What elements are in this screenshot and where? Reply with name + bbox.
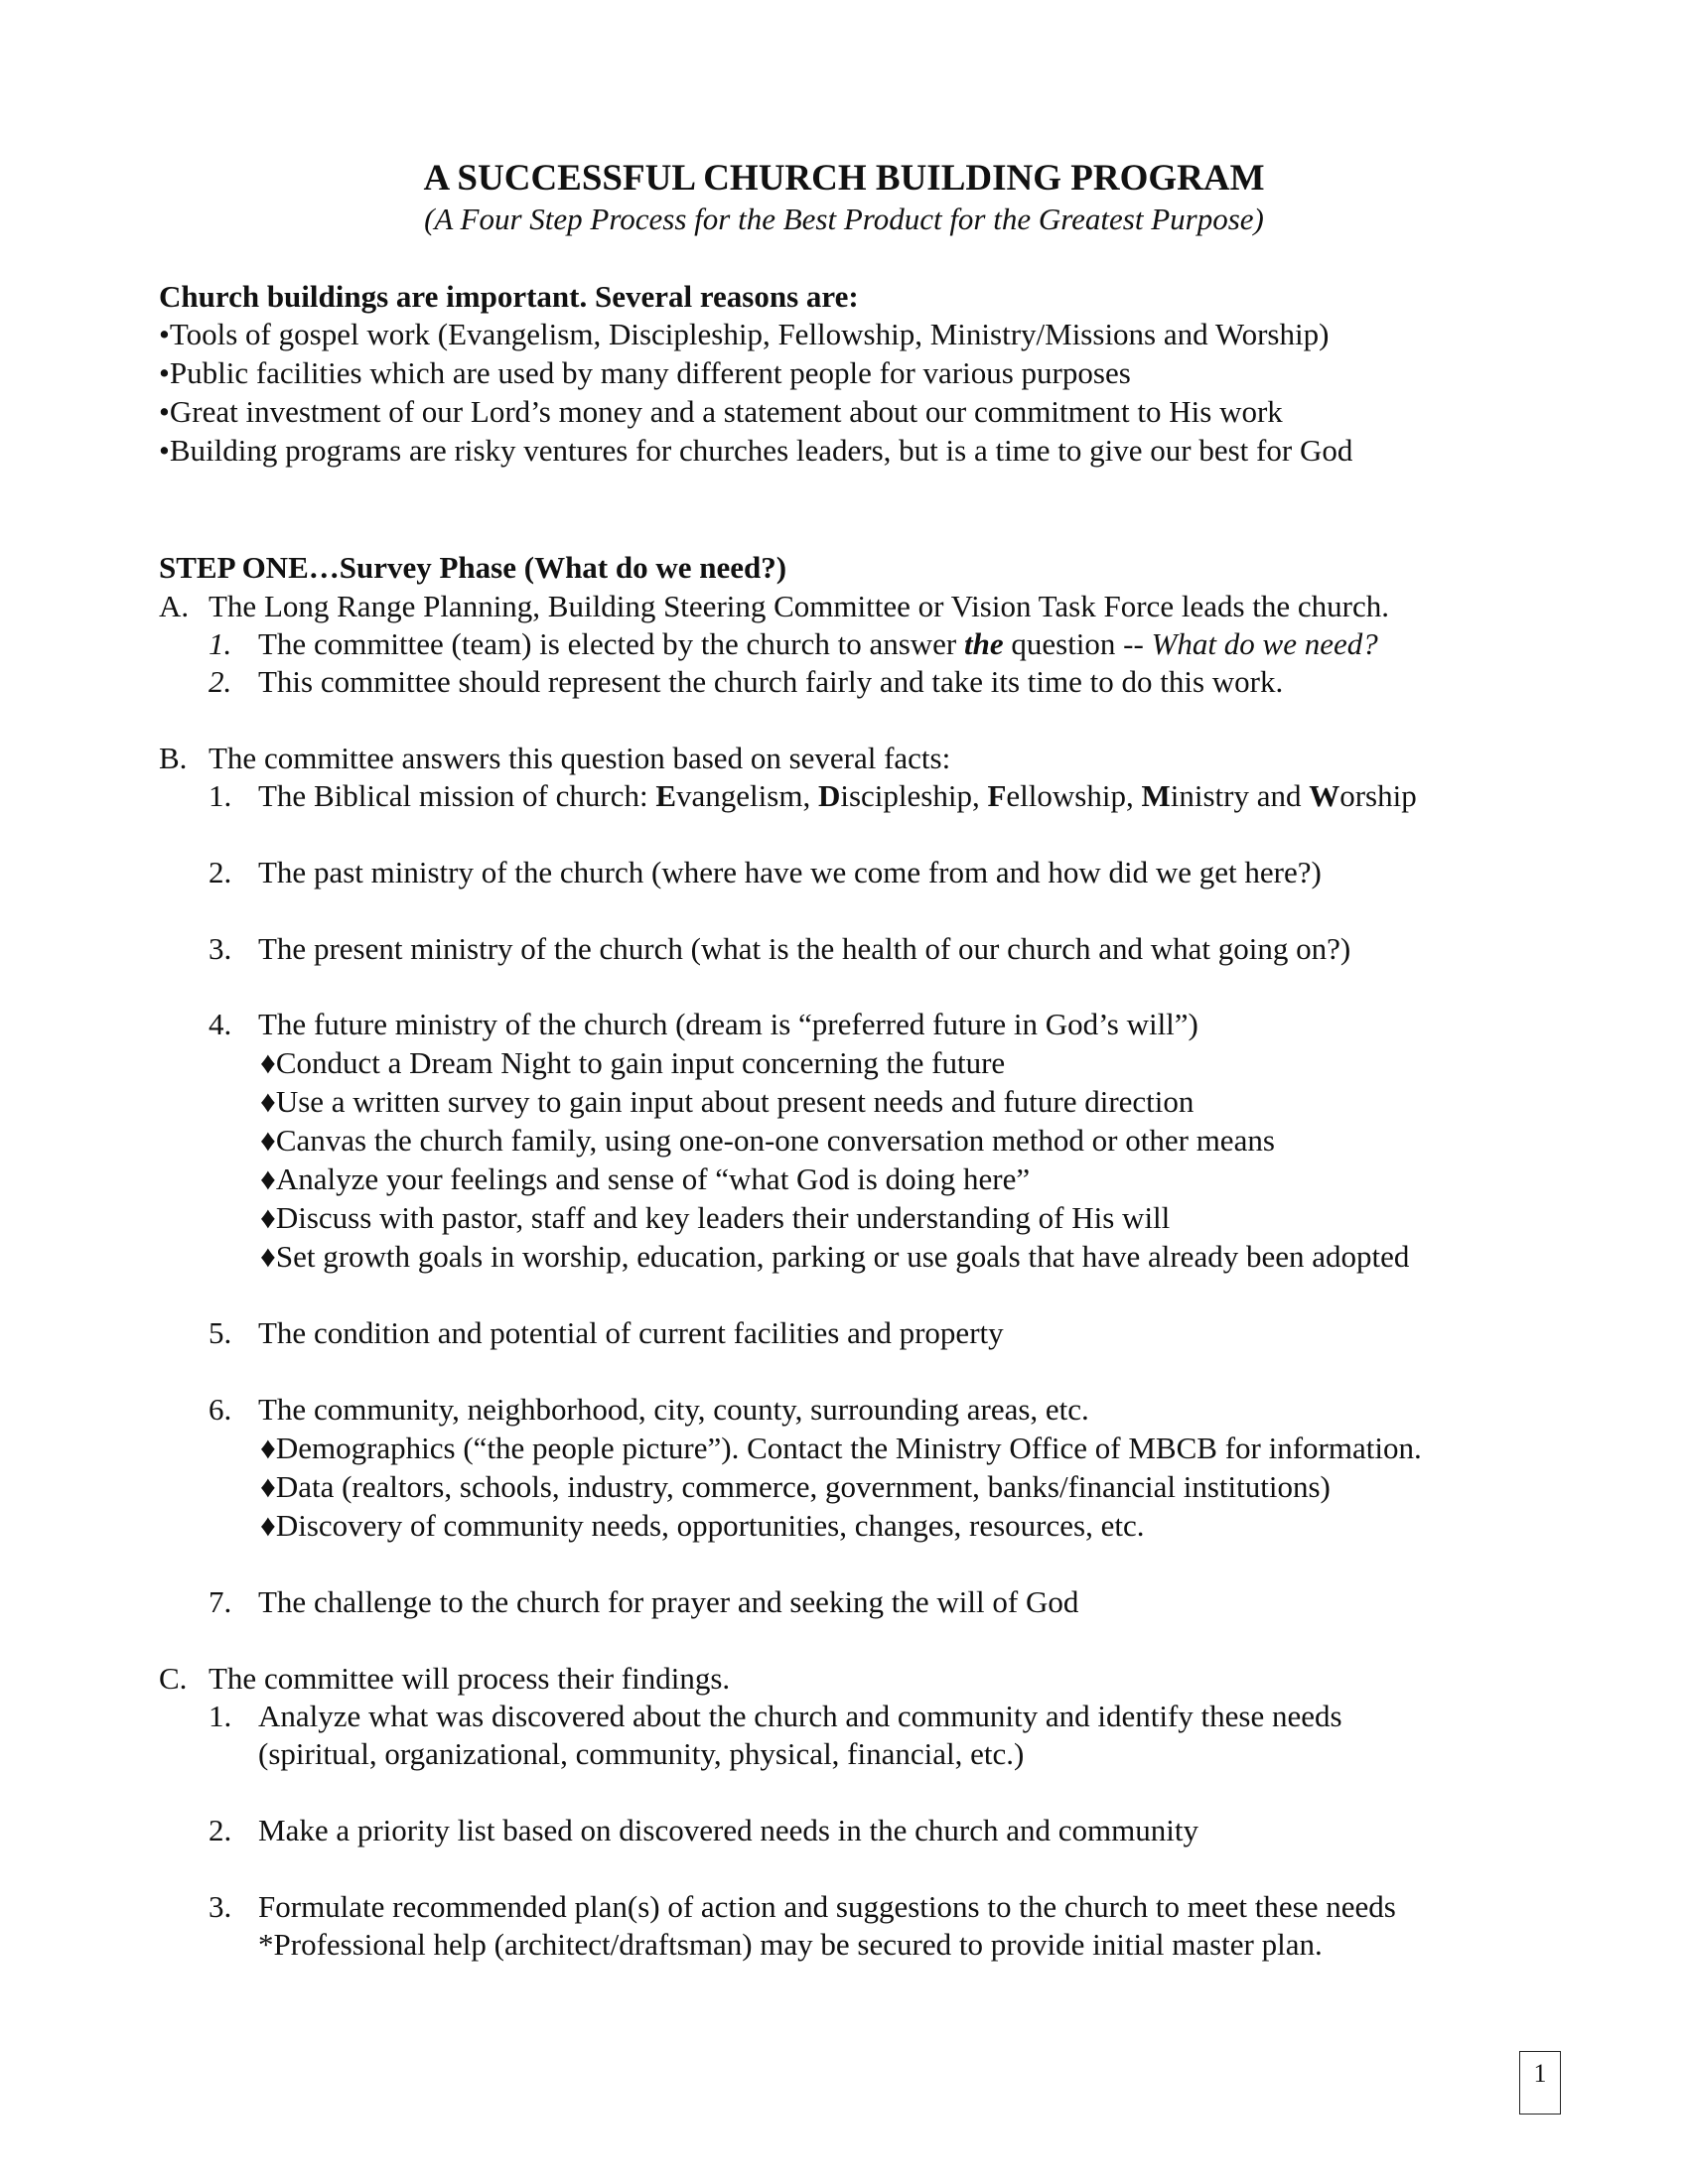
diamond-icon: ♦ (260, 1161, 276, 1196)
sub-bullet: ♦Discuss with pastor, staff and key leaders their understanding of His will (260, 1200, 1171, 1235)
item-number: 4. (209, 1007, 232, 1041)
intro-bullet: •Tools of gospel work (Evangelism, Discipleship, Fellowship, Ministry/Missions and Worship) (159, 317, 1330, 351)
item-number: 2. (209, 855, 232, 889)
sub-bullet: ♦Canvas the church family, using one-on-one conversation method or other means (260, 1123, 1275, 1158)
section-c-item-1-line-1: Analyze what was discovered about the church and community and identify these needs (258, 1699, 1342, 1733)
section-a-text: The Long Range Planning, Building Steering Committee or Vision Task Force leads the church. (209, 589, 1389, 623)
item-number: 6. (209, 1392, 232, 1427)
item-number: 1. (209, 778, 232, 813)
intro-bullet: •Building programs are risky ventures for churches leaders, but is a time to give our best for God (159, 433, 1353, 468)
item-number: 1. (209, 626, 232, 661)
sub-bullet: ♦Analyze your feelings and sense of “what God is doing here” (260, 1161, 1031, 1196)
sub-bullet: ♦Set growth goals in worship, education, parking or use goals that have already been adopted (260, 1239, 1410, 1274)
item-number: 1. (209, 1699, 232, 1733)
section-b-item-1: The Biblical mission of church: Evangelism, Discipleship, Fellowship, Ministry and Worship (258, 778, 1417, 813)
section-b-text: The committee answers this question based on several facts: (209, 741, 951, 775)
section-b-item-6: The community, neighborhood, city, county, surrounding areas, etc. (258, 1392, 1089, 1427)
section-b-item-4: The future ministry of the church (dream is “preferred future in God’s will”) (258, 1007, 1198, 1041)
bullet-icon: • (159, 355, 170, 390)
section-c-label: C. (159, 1661, 188, 1696)
intro-heading: Church buildings are important. Several reasons are: (159, 279, 859, 314)
sub-bullet: ♦Demographics (“the people picture”). Contact the Ministry Office of MBCB for information. (260, 1431, 1422, 1465)
section-c-item-2: Make a priority list based on discovered needs in the church and community (258, 1813, 1198, 1847)
diamond-icon: ♦ (260, 1045, 276, 1080)
section-b-item-2: The past ministry of the church (where have we come from and how did we get here?) (258, 855, 1322, 889)
section-a-item-2: This committee should represent the church fairly and take its time to do this work. (258, 664, 1284, 699)
item-number: 7. (209, 1584, 232, 1619)
section-c-item-3-line-2: *Professional help (architect/draftsman) may be secured to provide initial master plan. (258, 1927, 1323, 1962)
section-c-item-1-line-2: (spiritual, organizational, community, physical, financial, etc.) (258, 1736, 1025, 1771)
diamond-icon: ♦ (260, 1431, 276, 1465)
section-b-item-7: The challenge to the church for prayer and seeking the will of God (258, 1584, 1079, 1619)
diamond-icon: ♦ (260, 1200, 276, 1235)
bullet-icon: • (159, 394, 170, 429)
bullet-icon: • (159, 433, 170, 468)
diamond-icon: ♦ (260, 1239, 276, 1274)
sub-bullet: ♦Data (realtors, schools, industry, commerce, government, banks/financial institutions) (260, 1469, 1331, 1504)
diamond-icon: ♦ (260, 1084, 276, 1119)
section-a-label: A. (159, 589, 190, 623)
intro-bullet: •Great investment of our Lord’s money and a statement about our commitment to His work (159, 394, 1283, 429)
section-b-item-5: The condition and potential of current facilities and property (258, 1315, 1004, 1350)
step-one-heading: STEP ONE…Survey Phase (What do we need?) (159, 550, 787, 585)
item-number: 3. (209, 931, 232, 966)
sub-bullet: ♦Conduct a Dream Night to gain input concerning the future (260, 1045, 1006, 1080)
item-number: 5. (209, 1315, 232, 1350)
section-b-label: B. (159, 741, 188, 775)
section-a-item-1: The committee (team) is elected by the church to answer the question -- What do we need? (258, 626, 1378, 661)
section-c-text: The committee will process their findings. (209, 1661, 731, 1696)
diamond-icon: ♦ (260, 1469, 276, 1504)
section-b-item-3: The present ministry of the church (what is the health of our church and what going on?) (258, 931, 1351, 966)
diamond-icon: ♦ (260, 1508, 276, 1543)
item-number: 3. (209, 1889, 232, 1924)
sub-bullet: ♦Use a written survey to gain input about present needs and future direction (260, 1084, 1195, 1119)
intro-bullet: •Public facilities which are used by many different people for various purposes (159, 355, 1131, 390)
diamond-icon: ♦ (260, 1123, 276, 1158)
page-number: 1 (1519, 2051, 1561, 2115)
item-number: 2. (209, 1813, 232, 1847)
sub-bullet: ♦Discovery of community needs, opportunities, changes, resources, etc. (260, 1508, 1145, 1543)
section-c-item-3-line-1: Formulate recommended plan(s) of action and suggestions to the church to meet these needs (258, 1889, 1396, 1924)
item-number: 2. (209, 664, 232, 699)
bullet-icon: • (159, 317, 170, 351)
page-title: A SUCCESSFUL CHURCH BUILDING PROGRAM (423, 158, 1265, 199)
page-subtitle: (A Four Step Process for the Best Product for the Greatest Purpose) (424, 202, 1264, 236)
